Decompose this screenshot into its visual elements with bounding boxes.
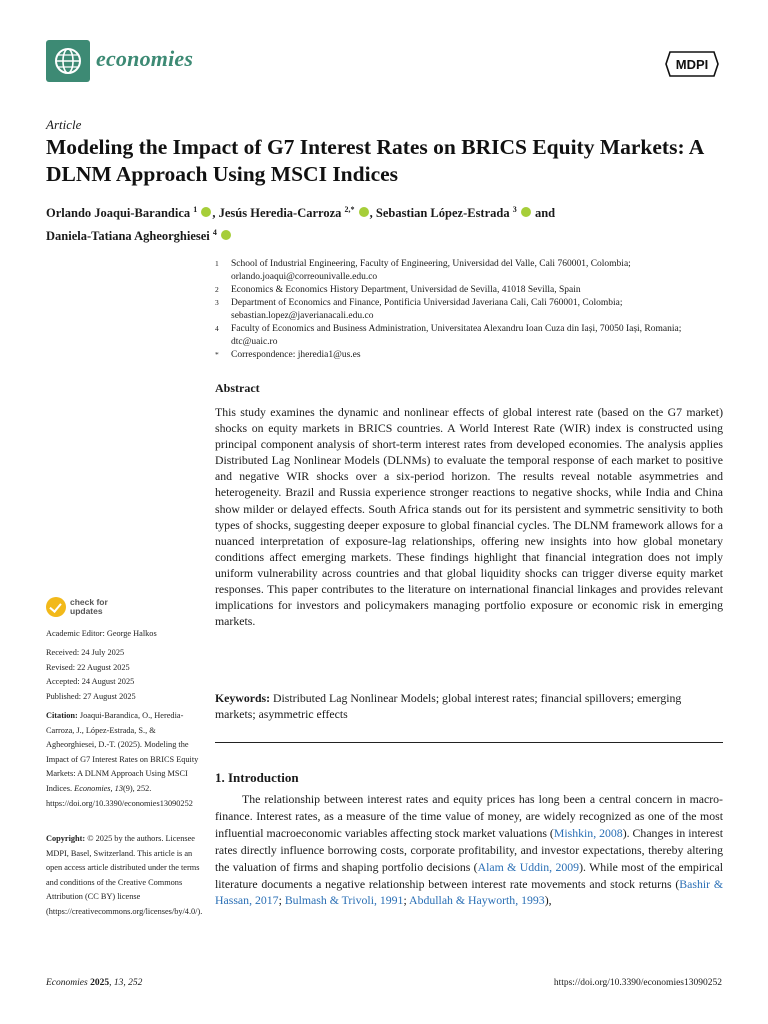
author-name[interactable]: Daniela-Tatiana Agheorghiesei	[46, 229, 210, 244]
citation-link[interactable]: Bashir & Hassan, 2017	[215, 876, 723, 908]
paper-title: Modeling the Impact of G7 Interest Rates on BRICS Equity Markets: A DLNM Approach Using MSCI Indices	[46, 135, 704, 186]
citation-link[interactable]: Mishkin, 2008	[553, 825, 623, 840]
abstract-text: This study examines the dynamic and nonlinear effects of global interest rate (based on the G7 market) shocks on equity markets in BRICS countries. A World Interest Rate (WIR) index is constructed using principal component analysis of short-term interest rates from developed economies. The analysis applies Distributed Lag Nonlinear Models (DLNMs) to evaluate the temporal response of each market to positive and negative WIR shocks over a six-period horizon. The results reveal notable asymmetries and heterogeneity. Brazil and Russia experience stronger reactions to negative shocks, while India and China show milder or delayed effects. South Africa stands out for its persistent and symmetric sensitivity to both types of shocks, suggesting deeper exposure to global financial cycles. The DLNM framework allows for a nuanced interpretation of exposure-lag relationships, offering new insights into how global monetary conditions affect emerging markets. These findings highlight that financial integration does not imply uniform vulnerability across countries and that global liquidity shocks can trigger diverse equity market responses. This paper contributes to the literature on international financial linkages and provides relevant implications for investors and policymakers managing portfolio exposure or economic risk in emerging markets.	[215, 405, 723, 629]
affiliation-item: 2 Economics & Economics History Department, Universidad de Sevilla, 41018 Sevilla, Spain	[215, 285, 581, 295]
journal-name[interactable]: economies	[96, 46, 194, 71]
author-affil-marker: 2,*	[344, 205, 355, 214]
author-name[interactable]: Orlando Joaqui-Barandica	[46, 206, 191, 221]
citation-link[interactable]: Bulmash & Trivoli, 1991	[284, 893, 404, 908]
citation-block: Citation: Joaqui-Barandica, O., Heredia-Carroza, J., López-Estrada, S., & Agheorghiesei, D.-T. (2025). Modeling the Impact of G7 Interest Rates on BRICS Equity Markets: A DLNM Approach Using MSCI Indices. Economies, 13(9), 252. https://doi.org/10.3390/economies13090252	[46, 711, 199, 808]
checkmark-icon	[46, 597, 66, 617]
author-name[interactable]: Jesús Heredia-Carroza	[218, 206, 342, 221]
accepted-date: Accepted: 24 August 2025	[46, 677, 135, 687]
orcid-icon[interactable]	[359, 207, 369, 217]
author-name[interactable]: Sebastian López-Estrada	[375, 206, 510, 221]
footer-citation: Economies 2025, 13, 252	[46, 978, 143, 988]
footer-doi-link[interactable]: https://doi.org/10.3390/economies13090252	[553, 978, 722, 988]
citation-label: Citation:	[46, 711, 78, 720]
keywords-text: Distributed Lag Nonlinear Models; global interest rates; financial spillovers; emerging markets; asymmetric effects	[215, 691, 682, 722]
affiliation-item: 3 Department of Economics and Finance, Pontificia Universidad Javeriana Cali, Cali 760001, Colombia; sebastian.lopez@javerianacali.edu.co	[215, 298, 623, 321]
publication-dates	[46, 646, 204, 704]
published-date: Published: 27 August 2025	[46, 691, 136, 701]
author-affil-marker: 1	[193, 205, 198, 214]
intro-paragraph: The relationship between interest rates and equity prices has long been a central concern in macro-finance. Interest rates, as a measure of the time value of money, are widely recognized as one of the most influential macroeconomic variables affecting stock market valuations (Mishkin, 2008). Changes in interest rates directly influence borrowing costs, corporate profitability, and investor expectations, thereby altering the valuation of firms and shaping portfolio decisions (Alam & Uddin, 2009). While most of the empirical literature documents a negative relationship between interest rate movements and stock returns (Bashir & Hassan, 2017; Bulmash & Trivoli, 1991; Abdullah & Hayworth, 1993),	[215, 792, 723, 908]
abstract-heading: Abstract	[215, 381, 260, 395]
globe-icon	[46, 40, 90, 82]
affiliation-item: 4 Faculty of Economics and Business Administration, Universitatea Alexandru Ioan Cuza din Iași, 70050 Iași, Romania; dtc@uaic.ro	[215, 324, 682, 347]
author-affil-marker: 3	[512, 205, 517, 214]
affiliations	[215, 258, 725, 362]
publisher-name: MDPI	[675, 57, 709, 72]
revised-date: Revised: 22 August 2025	[46, 662, 130, 672]
keywords-label: Keywords:	[215, 691, 271, 705]
copyright-block: Copyright: © 2025 by the authors. Licensee MDPI, Basel, Switzerland. This article is an open access article distributed under the terms and conditions of the Creative Commons Attribution (CC BY) license (https://creativecommons.org/licenses/by/4.0/).	[46, 834, 203, 916]
received-date: Received: 24 July 2025	[46, 648, 125, 657]
article-type: Article	[46, 117, 82, 132]
section-divider	[215, 742, 723, 743]
publisher-logo[interactable]	[664, 50, 720, 78]
citation-link[interactable]: Abdullah & Hayworth, 1993	[409, 893, 545, 908]
keywords	[215, 690, 723, 722]
journal-logo	[46, 40, 90, 82]
copyright-label: Copyright:	[46, 834, 86, 843]
author-affil-marker: 4	[212, 228, 217, 238]
orcid-icon[interactable]	[521, 207, 531, 217]
correspondence: * Correspondence: jheredia1@us.es	[215, 350, 361, 360]
citation-link[interactable]: Alam & Uddin, 2009	[477, 859, 580, 874]
academic-editor: Academic Editor: George Halkos	[46, 629, 157, 638]
orcid-icon[interactable]	[221, 230, 231, 240]
orcid-icon[interactable]	[201, 207, 211, 217]
section-heading: 1. Introduction	[215, 770, 299, 785]
check-for-updates-button[interactable]: check for updates	[46, 597, 126, 621]
affiliation-item: 1 School of Industrial Engineering, Faculty of Engineering, Universidad del Valle, Cali 760001, Colombia; orlando.joaqui@correounivalle.edu.co	[215, 259, 631, 282]
author-list: Orlando Joaqui-Barandica $^1$ , Jesús Heredia-Carroza $^{2,*}$ , Sebastian López-Estrada $^3$ and Daniela-Tatiana Agheorghiesei $^4$	[46, 205, 556, 244]
